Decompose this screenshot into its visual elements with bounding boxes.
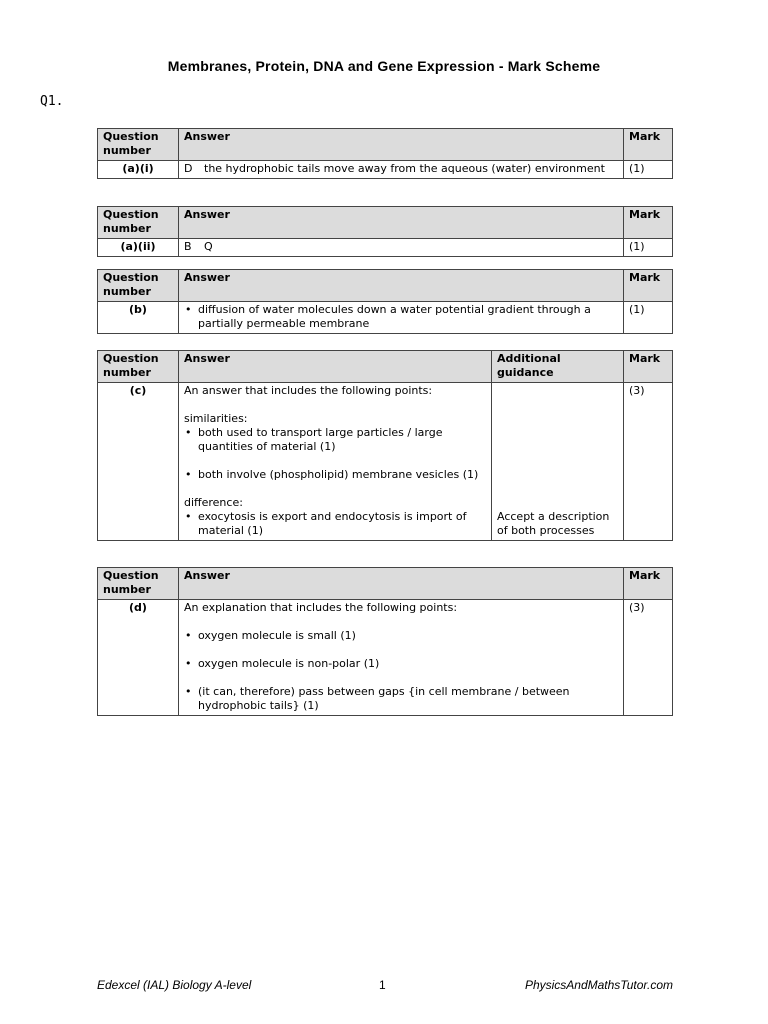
answer-text: the hydrophobic tails move away from the aqueous (water) environment [204,162,605,175]
question-number: (c) [98,383,179,541]
bullet-point: • both used to transport large particles / large quantities of material (1) [184,426,486,454]
answer-cell [179,161,624,179]
header-mark: Mark [624,270,673,302]
guidance-text: Accept a description of both processes [497,510,610,537]
answer-cell [179,302,624,334]
page-title: Membranes, Protein, DNA and Gene Expression - Mark Scheme [167,58,601,74]
answer-bullets-2 [184,657,618,671]
table-row [98,600,673,716]
table-header-row [98,129,673,161]
bullet-point: • both involve (phospholipid) membrane vesicles (1) [184,468,486,482]
question-number: (b) [98,302,179,334]
mark-cell: (3) [624,383,673,541]
table-header-row [98,568,673,600]
header-question-number: Question number [98,207,179,239]
answer-cell [179,383,492,541]
mark-cell: (3) [624,600,673,716]
header-question-number: Question number [98,129,179,161]
header-question-number: Question number [98,270,179,302]
mark-table-c [97,350,673,541]
mark-table-d [97,567,673,716]
mark-cell: (1) [624,302,673,334]
answer-bullets-3 [184,685,618,713]
table-header-row [98,351,673,383]
table-row [98,239,673,257]
header-mark: Mark [624,351,673,383]
mark-cell: (1) [624,239,673,257]
footer-course: Edexcel (IAL) Biology A-level [97,978,252,992]
bullet-point: • exocytosis is export and endocytosis is import of material (1) [184,510,486,538]
answer-intro: An answer that includes the following points: [184,384,433,397]
header-question-number: Question number [98,351,179,383]
header-mark: Mark [624,129,673,161]
answer-option: D [184,162,193,175]
question-label: Q1. [40,94,64,109]
answer-text: Q [204,240,213,253]
question-number: (d) [98,600,179,716]
similarities-list-2 [184,468,486,482]
header-additional-guidance: Additional guidance [492,351,624,383]
bullet-point: • oxygen molecule is non-polar (1) [184,657,618,671]
header-mark: Mark [624,207,673,239]
table-row [98,302,673,334]
difference-label: difference: [184,496,243,509]
question-number: (a)(i) [98,161,179,179]
answer-cell [179,600,624,716]
mark-table-a-i [97,128,673,179]
answer-bullets [184,629,618,643]
header-mark: Mark [624,568,673,600]
question-number: (a)(ii) [98,239,179,257]
footer-site: PhysicsAndMathsTutor.com [524,978,673,992]
mark-cell: (1) [624,161,673,179]
similarities-label: similarities: [184,412,248,425]
table-header-row [98,270,673,302]
similarities-list [184,426,486,454]
answer-option: B [184,240,192,253]
header-answer: Answer [179,568,624,600]
answer-cell [179,239,624,257]
header-answer: Answer [179,270,624,302]
difference-list [184,510,486,538]
table-row [98,161,673,179]
table-row [98,383,673,541]
answer-intro: An explanation that includes the following points: [184,601,458,614]
guidance-cell [492,383,624,541]
footer-page-number: 1 [379,978,386,992]
mark-table-a-ii [97,206,673,257]
header-answer: Answer [179,351,492,383]
bullet-point: • oxygen molecule is small (1) [184,629,618,643]
header-question-number: Question number [98,568,179,600]
header-answer: Answer [179,129,624,161]
page-footer [97,978,673,994]
header-answer: Answer [179,207,624,239]
table-header-row [98,207,673,239]
bullet-point: • (it can, therefore) pass between gaps {in cell membrane / between hydrophobic tails} (1) [184,685,618,713]
bullet-point: • diffusion of water molecules down a water potential gradient through a partially permeable membrane [184,303,618,331]
answer-bullets [184,303,618,331]
mark-table-b [97,269,673,334]
